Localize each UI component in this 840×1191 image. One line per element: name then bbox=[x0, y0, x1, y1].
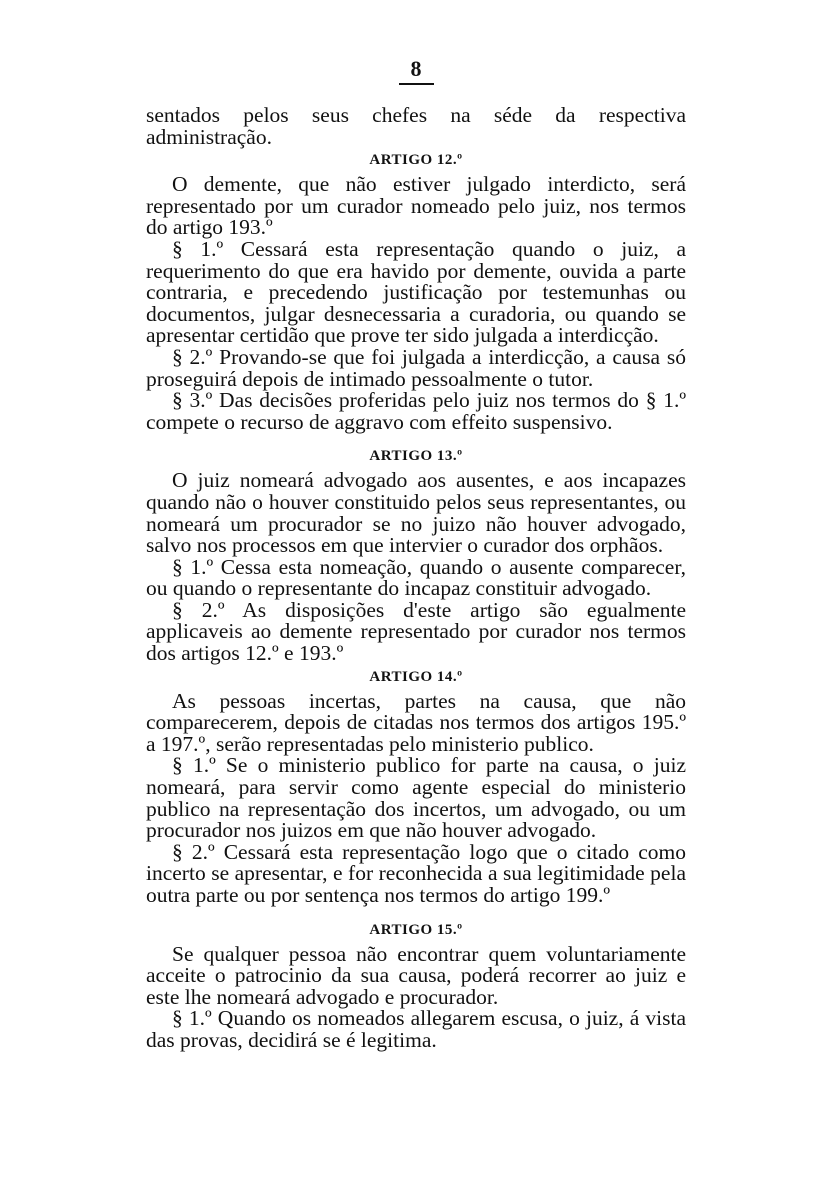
article-15 bbox=[146, 922, 686, 1052]
article-paragraph: § 1.º Cessa esta nomeação, quando o ausente comparecer, ou quando o representante do incapaz constituir advogado. bbox=[146, 554, 686, 601]
article-12 bbox=[146, 152, 686, 433]
article-paragraph: O juiz nomeará advogado aos ausentes, e aos incapazes quando não o houver constituido pelos seus representantes, ou nomeará um procurador se no juizo não houver advogado, salvo nos processos em que intervier o curador dos orphãos. bbox=[146, 468, 686, 558]
intro-continuation: sentados pelos seus chefes na séde da respectiva administração. bbox=[146, 103, 686, 149]
article-heading: ARTIGO 14.º bbox=[369, 668, 463, 685]
page-number: 8 bbox=[146, 56, 686, 85]
article-paragraph: § 2.º Cessará esta representação logo que o citado como incerto se apresentar, e for reconhecida a sua legitimidade pela outra parte ou por sentença nos termos do artigo 199.º bbox=[146, 839, 686, 907]
document-page bbox=[146, 56, 686, 1052]
article-heading: ARTIGO 15.º bbox=[369, 921, 463, 938]
article-paragraph: § 2.º As disposições d'este artigo são egualmente applicaveis ao demente representado por curador nos termos dos artigos 12.º e 193.º bbox=[146, 597, 686, 666]
article-paragraph: § 1.º Se o ministerio publico for parte na causa, o juiz nomeará, para servir como agente especial do ministerio publico na representação dos incertos, um advogado, ou um procurador nos juizos em que não houver advogado. bbox=[146, 753, 686, 843]
article-paragraph: § 2.º Provando-se que foi julgada a interdicção, a causa só proseguirá depois de intimado pessoalmente o tutor. bbox=[146, 344, 686, 391]
article-paragraph: Se qualquer pessoa não encontrar quem voluntariamente acceite o patrocinio da sua causa, poderá recorrer ao juiz e este lhe nomeará advogado e procurador. bbox=[146, 941, 686, 1009]
article-paragraph: As pessoas incertas, partes na causa, que não comparecerem, depois de citadas nos termos dos artigos 195.º a 197.º, serão representadas pelo ministerio publico. bbox=[146, 688, 686, 756]
article-heading: ARTIGO 13.º bbox=[369, 448, 463, 465]
article-13 bbox=[146, 448, 686, 664]
article-14 bbox=[146, 669, 686, 907]
article-paragraph: O demente, que não estiver julgado interdicto, será representado por um curador nomeado pelo juiz, nos termos do artigo 193.º bbox=[146, 172, 686, 240]
article-paragraph: § 1.º Cessará esta representação quando o juiz, a requerimento do que era havido por demente, ouvida a parte contraria, e precedendo justificação por testemunhas ou documentos, julgar desnecessaria a curadoria, ou quando se apresentar certidão que prove ter sido julgada a interdicção. bbox=[146, 236, 686, 348]
article-paragraph: § 3.º Das decisões proferidas pelo juiz nos termos do § 1.º compete o recurso de aggravo com effeito suspensivo. bbox=[146, 388, 686, 434]
article-heading: ARTIGO 12.º bbox=[369, 152, 463, 169]
article-paragraph: § 1.º Quando os nomeados allegarem escusa, o juiz, á vista das provas, decidirá se é legitima. bbox=[146, 1006, 686, 1052]
